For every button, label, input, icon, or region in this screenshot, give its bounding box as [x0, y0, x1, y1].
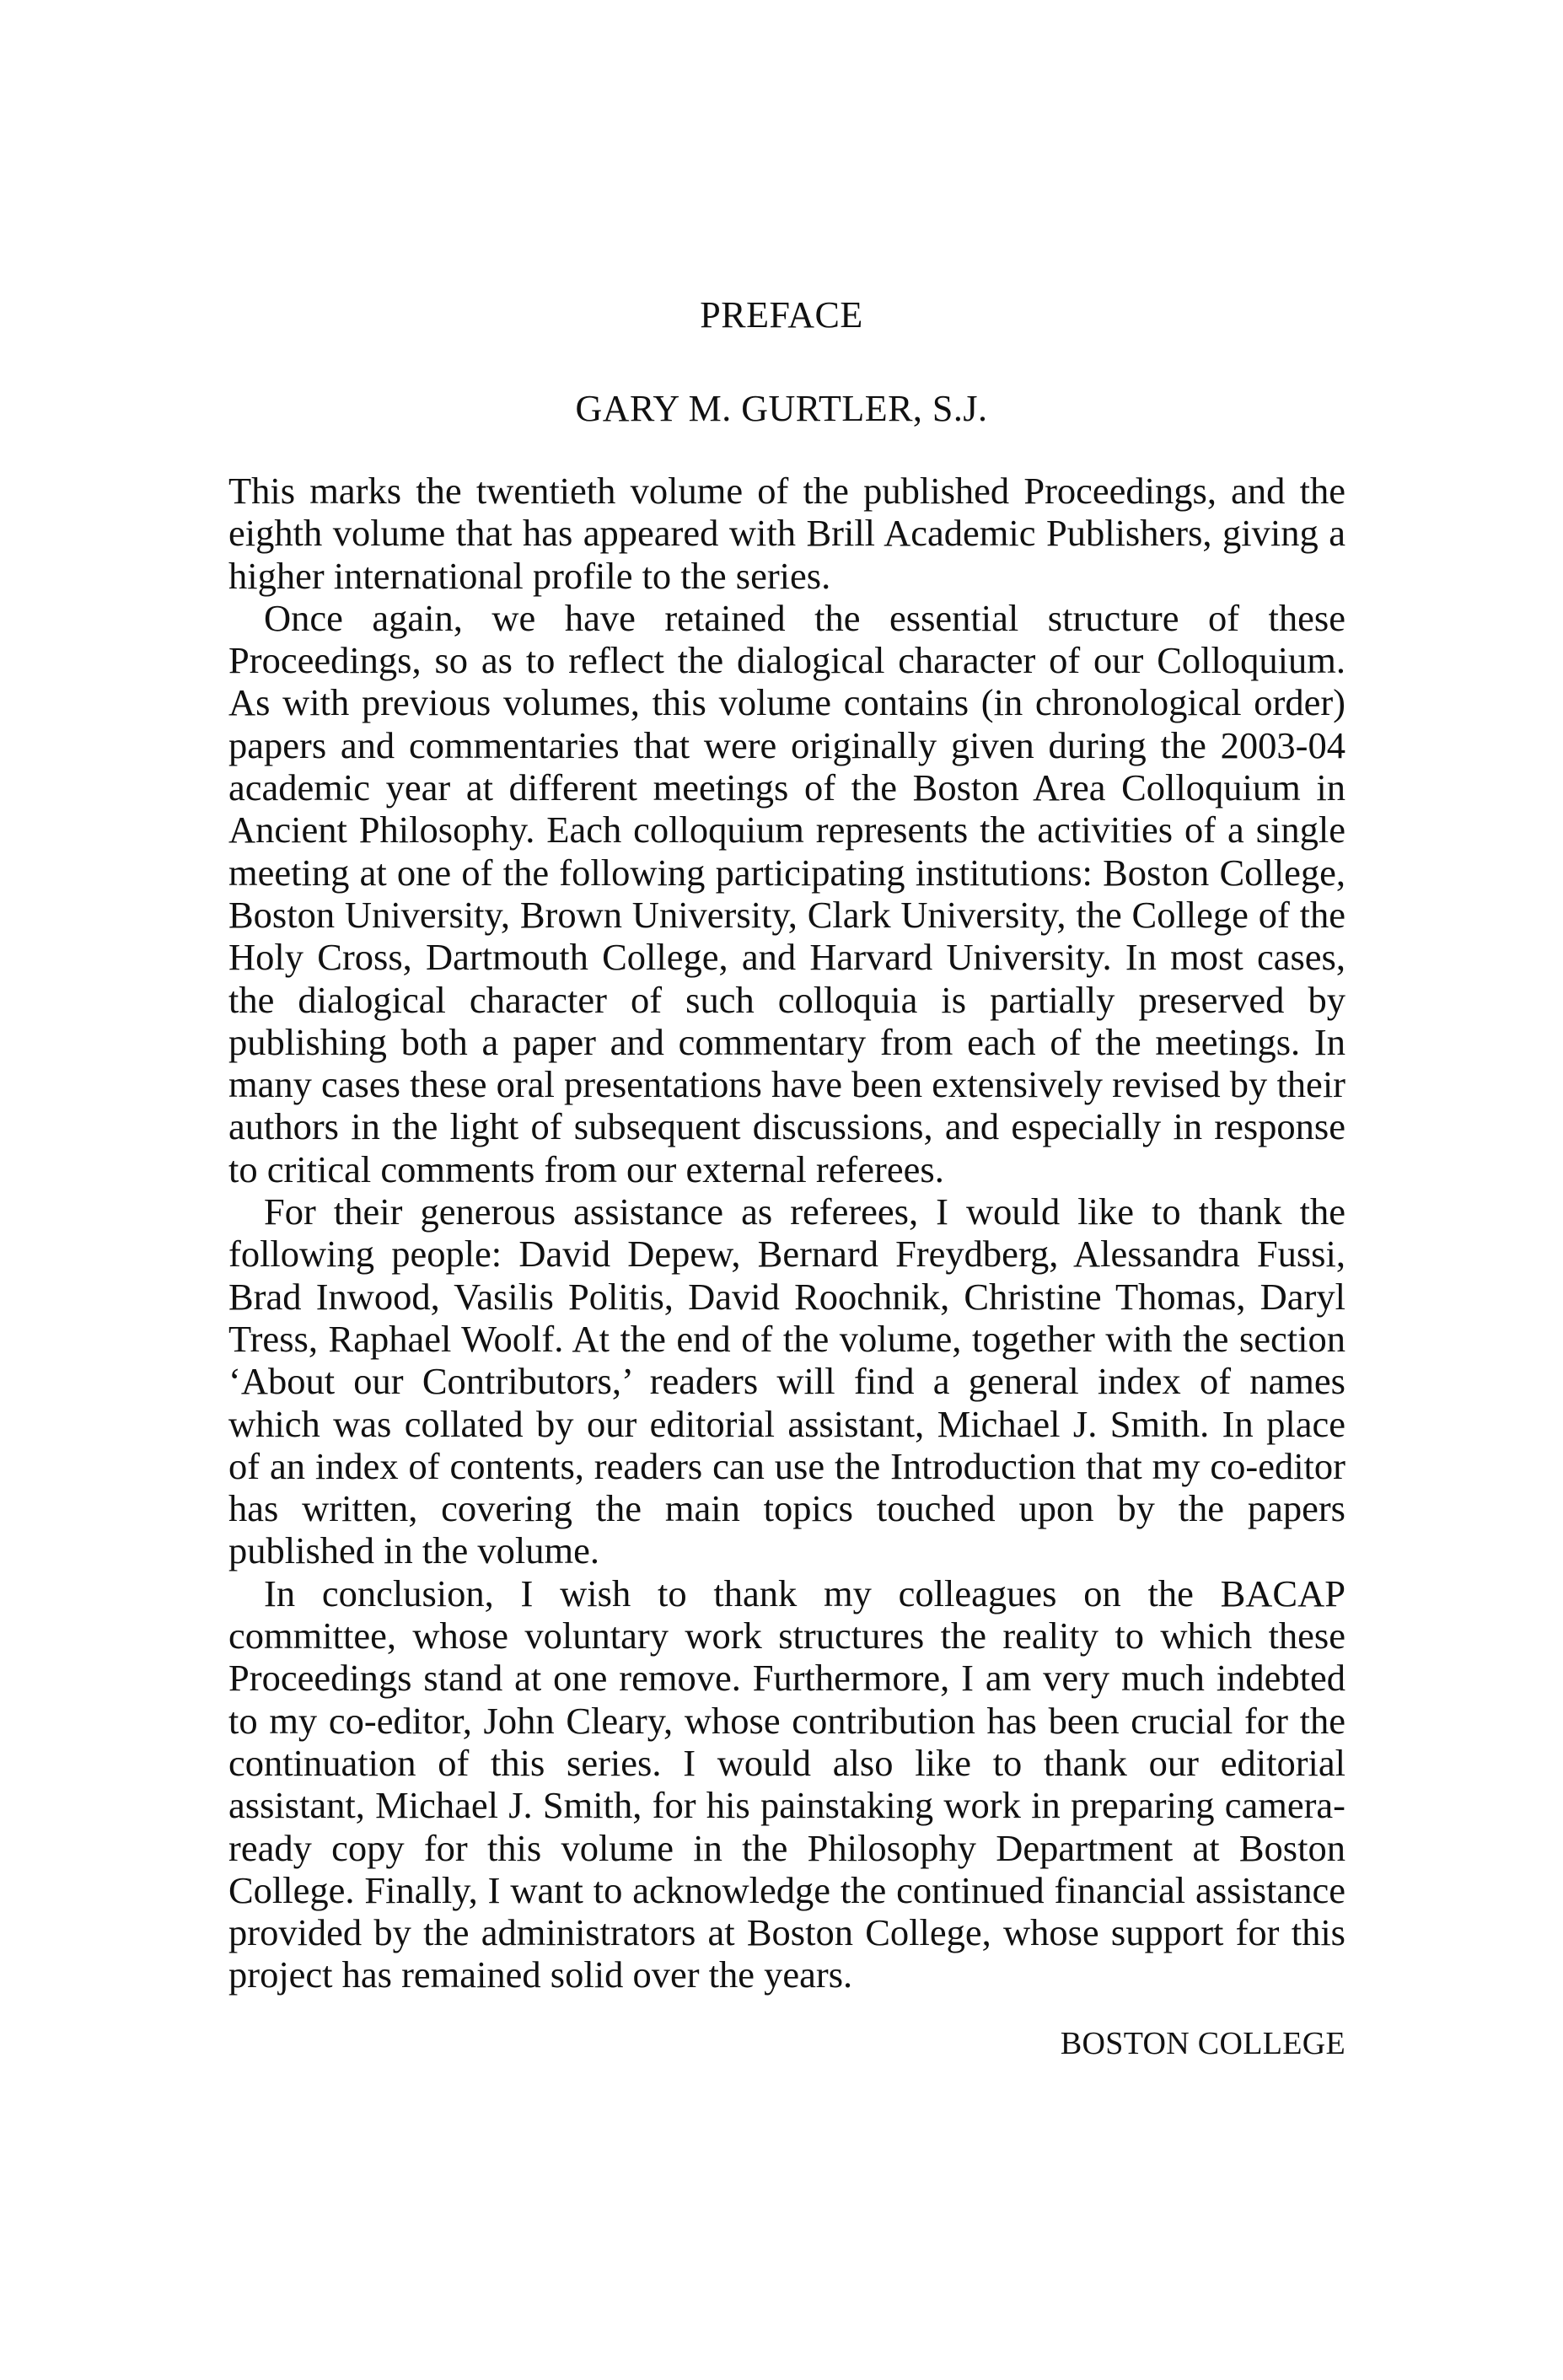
author-name: GARY M. GURTLER, S.J. [575, 388, 988, 429]
paragraph-2: Once again, we have retained the essential structure of these Proceedings, so as to reflect the dialogical character of our Colloquium. As with previous volumes, this volume contains (in chronological order) papers and commentaries that were originally given during the 2003-04 academic year at different meetings of the Boston Area Colloquium in Ancient Philosophy. Each colloquium represents the activities of a single meeting at one of the following participating institutions: Boston College, Boston University, Brown University, Clark University, the College of the Holy Cross, Dartmouth College, and Harvard University. In most cases, the dialogical character of such colloquia is partially preserved by publishing both a paper and commentary from each of the meetings. In many cases these oral presentations have been extensively revised by their authors in the light of subsequent discussions, and especially in response to critical comments from our external referees. [228, 596, 1345, 1190]
paragraph-1: This marks the twentieth volume of the published Proceedings, and the eighth volume that has appeared with Brill Academic Publishers, giving a higher international profile to the series. [228, 470, 1345, 597]
paragraph-3: For their generous assistance as referees, I would like to thank the following people: David Depew, Bernard Freydberg, Alessandra Fussi, Brad Inwood, Vasilis Politis, David Roochnik, Christine Thomas, Daryl Tress, Raphael Woolf. At the end of the volume, together with the section ‘About our Contributors,’ readers will find a general index of names which was collated by our editorial assistant, Michael J. Smith. In place of an index of contents, readers can use the Introduction that my co-editor has written, covering the main topics touched upon by the papers published in the volume. [228, 1190, 1345, 1572]
page-title: PREFACE [700, 294, 863, 336]
affiliation-signoff: BOSTON COLLEGE [1060, 2026, 1345, 2061]
paragraph-4: In conclusion, I wish to thank my colleagues on the BACAP committee, whose voluntary work structures the reality to which these Proceedings stand at one remove. Furthermore, I am very much indebted to my co-editor, John Cleary, whose contribution has been crucial for the continuation of this series. I would also like to thank our editorial assistant, Michael J. Smith, for his painstaking work in preparing camera-ready copy for this volume in the Philosophy Department at Boston College. Finally, I want to acknowledge the continued financial assistance provided by the administrators at Boston College, whose support for this project has remained solid over the years. [228, 1571, 1345, 1996]
preface-body [228, 470, 1345, 1996]
